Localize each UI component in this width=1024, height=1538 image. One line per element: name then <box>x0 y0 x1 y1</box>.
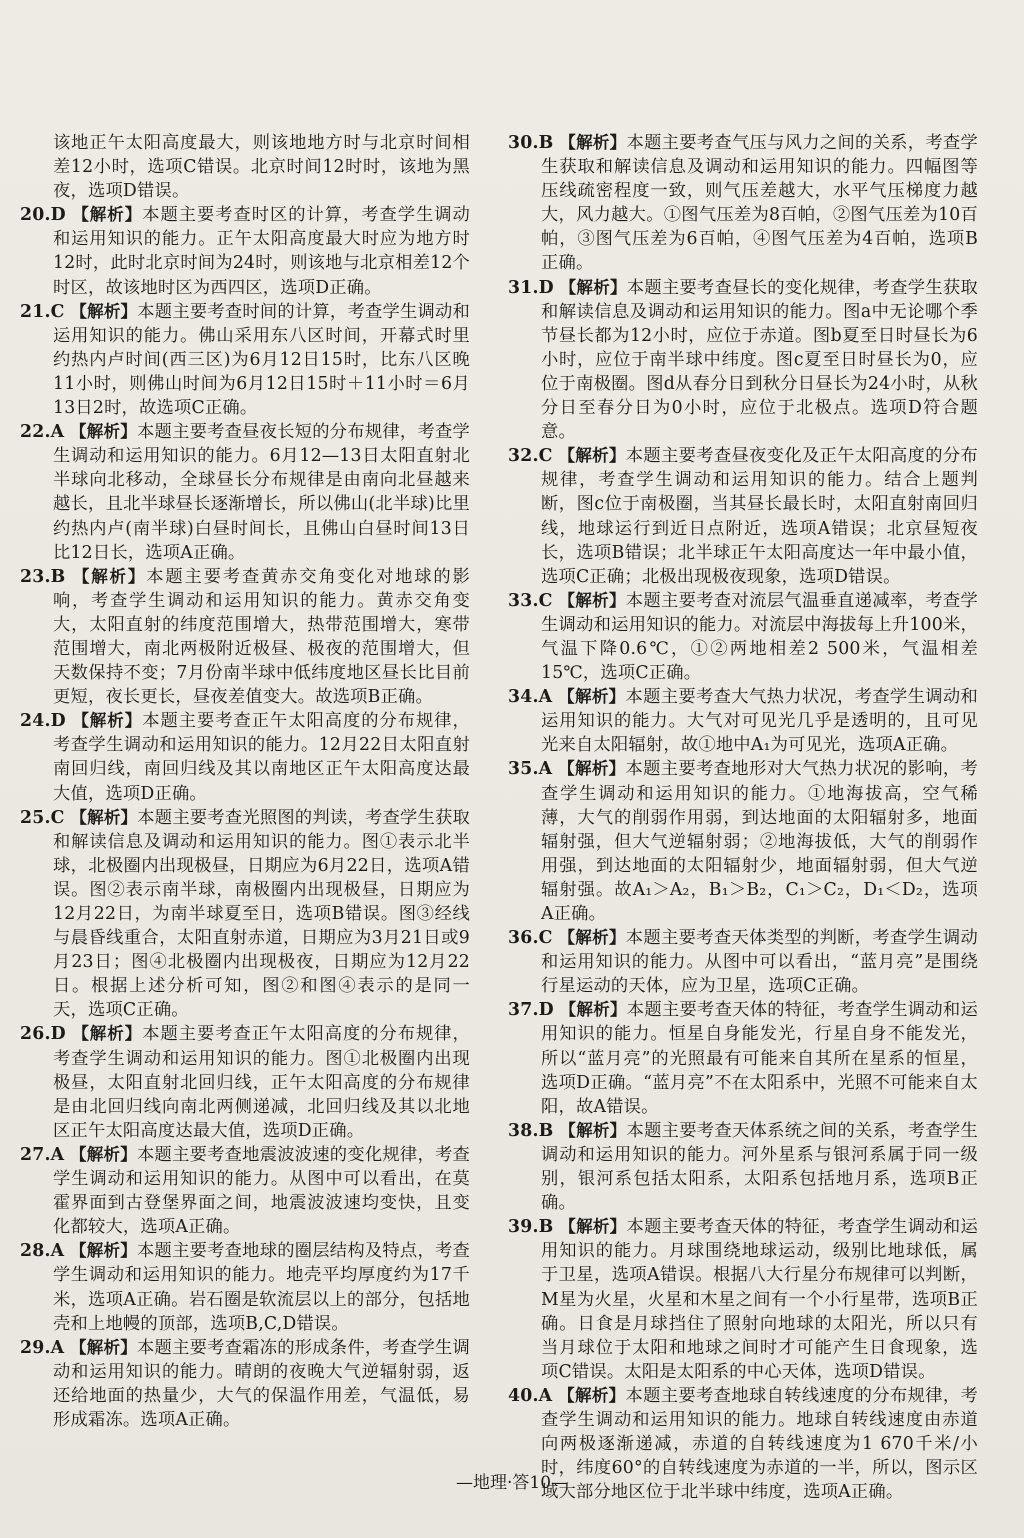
analysis-tag: 【解析】 <box>559 1217 627 1237</box>
analysis-tag: 【解析】 <box>70 1337 138 1357</box>
answer-text: 本题主要考查正午太阳高度的分布规律，考查学生调动和运用知识的能力。12月22日太阳直射南回归线，南回归线及其以南地区正午太阳高度达最大值，选项D正确。 <box>53 711 470 804</box>
answer-number: 20.D <box>20 205 66 226</box>
analysis-tag: 【解析】 <box>558 687 626 707</box>
answer-item <box>20 300 470 420</box>
answer-number: 21.C <box>20 301 65 322</box>
answer-text: 本题主要考查天体系统之间的关系，考查学生调动和运用知识的能力。河外星系与银河系属于同一级别，银河系包括太阳系，太阳系包括地月系，选项B正确。 <box>541 1120 978 1214</box>
analysis-tag: 【解析】 <box>72 566 147 586</box>
answer-item <box>20 131 470 203</box>
answer-text: 本题主要考查昼夜变化及正午太阳高度的分布规律，考查学生调动和运用知识的能力。结合上题判断，图c位于南极圈，当其昼长最长时，太阳直射南回归线，地球运行到近日点附近，选项A错误；北京昼短夜长，选项B错误；北半球正午太阳高度达一年中最小值，选项C正确；北极出现极夜现象，选项D错误。 <box>541 446 978 587</box>
answer-text: 本题主要考查地形对大气热力状况的影响，考查学生调动和运用知识的能力。①地海拔高，空气稀薄，大气的削弱作用弱，到达地面的太阳辐射多，地面辐射强，但大气逆辐射弱；②地海拔低，大气的削弱作用强，到达地面的太阳辐射少，地面辐射弱，但大气逆辐射强。故A₁＞A₂，B₁＞B₂，C₁＞C₂，D₁＜D₂，选项A正确。 <box>541 759 978 924</box>
right-column <box>508 131 978 1504</box>
left-column <box>20 131 470 1432</box>
answer-number: 24.D <box>20 711 66 732</box>
answer-number: 35.A <box>508 759 553 780</box>
answer-text: 本题主要考查光照图的判读，考查学生获取和解读信息及调动和运用知识的能力。图①表示北半球，北极圈内出现极昼，日期应为6月22日，选项A错误。图②表示南半球，南极圈内出现极昼，日期应为12月22日，为南半球夏至日，选项B错误。图③经线与晨昏线重合，太阳直射赤道，日期应为3月21日或9月23日；图④北极圈内出现极夜，日期应为12月22日。根据上述分析可知，图②和图④表示的是同一天，选项C正确。 <box>53 807 470 1021</box>
analysis-tag: 【解析】 <box>70 422 138 442</box>
answer-text: 本题主要考查地震波波速的变化规律，考查学生调动和运用知识的能力。从图中可以看出，在莫霍界面到古登堡界面之间，地震波波速均变快，且变化都较大，选项A正确。 <box>53 1144 470 1238</box>
answer-text: 本题主要考查昼长的变化规律，考查学生获取和解读信息及调动和运用知识的能力。图a中无论哪个季节昼长都为12小时，应位于赤道。图b夏至日时昼长为6小时，应位于南半球中纬度。图c夏至日时昼长为0，应位于南极圈。图d从春分日到秋分日昼长为24小时，从秋分日至春分日为0小时，应位于北极点。选项D符合题意。 <box>541 277 978 443</box>
answer-text: 本题主要考查对流层气温垂直递减率，考查学生调动和运用知识的能力。对流层中海拔每上升100米，气温下降0.6℃，①②两地相差2 500米，气温相差15℃，选项C正确。 <box>541 590 978 684</box>
analysis-tag: 【解析】 <box>558 590 626 610</box>
answer-number: 23.B <box>20 566 66 587</box>
answer-number: 37.D <box>508 1000 554 1021</box>
answer-text: 本题主要考查正午太阳高度的分布规律，考查学生调动和运用知识的能力。图①北极圈内出现极昼，太阳直射北回归线，正午太阳高度的分布规律是由北回归线向南北两侧递减，北回归线及其以北地区正午太阳高度达最大值，选项D正确。 <box>53 1024 470 1141</box>
answer-item <box>508 444 978 589</box>
analysis-tag: 【解析】 <box>558 1385 626 1405</box>
analysis-tag: 【解析】 <box>559 133 627 152</box>
answer-number: 39.B <box>508 1217 554 1238</box>
answer-number: 28.A <box>20 1241 65 1262</box>
answer-number: 29.A <box>20 1337 65 1358</box>
answer-item <box>508 998 978 1118</box>
answer-text: 本题主要考查昼夜长短的分布规律，考查学生调动和运用知识的能力。6月12—13日太阳直射北半球向北移动，全球昼长分布规律是由南向北昼越来越长，且北半球昼长逐渐增长，所以佛山(北半球)比里约热内卢(南半球)白昼时间长，且佛山白昼时间13日比12日长，选项A正确。 <box>53 422 470 563</box>
answer-text: 本题主要考查时区的计算，考查学生调动和运用知识的能力。正午太阳高度最大时应为地方时12时，此时北京时间为24时，则该地与北京相差12个时区，故该地时区为西四区，选项D正确。 <box>53 205 470 298</box>
answer-item <box>508 276 978 445</box>
answer-item <box>20 420 470 565</box>
answer-item <box>20 1143 470 1239</box>
analysis-tag: 【解析】 <box>72 711 143 731</box>
answer-item <box>508 685 978 757</box>
answer-number: 38.B <box>508 1120 554 1141</box>
answer-item <box>508 1119 978 1215</box>
answer-item <box>20 203 470 299</box>
answer-number: 34.A <box>508 687 553 708</box>
analysis-tag: 【解析】 <box>72 1024 143 1044</box>
answer-text: 本题主要考查天体类型的判断，考查学生调动和运用知识的能力。从图中可以看出，“蓝月亮”是围绕行星运动的天体，应为卫星，选项C正确。 <box>541 928 978 997</box>
answer-item <box>20 806 470 1023</box>
answer-number: 26.D <box>20 1024 66 1045</box>
answer-text: 本题主要考查天体的特征，考查学生调动和运用知识的能力。月球围绕地球运动，级别比地球低，属于卫星，选项A错误。根据八大行星分布规律可以判断，M星为火星，火星和木星之间有一个小行星带，选项B正确。日食是月球挡住了照射向地球的太阳光，所以只有当月球位于太阳和地球之间时才可能产生日食现象，选项C错误。太阳是太阳系的中心天体，选项D错误。 <box>541 1217 978 1382</box>
answer-number: 27.A <box>20 1144 65 1165</box>
analysis-tag: 【解析】 <box>70 301 138 321</box>
answer-item <box>20 1336 470 1432</box>
analysis-tag: 【解析】 <box>559 1120 627 1140</box>
analysis-tag: 【解析】 <box>70 807 138 827</box>
answer-number: 33.C <box>508 590 553 611</box>
answer-item <box>508 131 978 276</box>
answer-number: 25.C <box>20 807 65 828</box>
answer-item <box>20 565 470 710</box>
answer-item <box>508 1215 978 1384</box>
answer-text: 本题主要考查气压与风力之间的关系，考查学生获取和解读信息及调动和运用知识的能力。四幅图等压线疏密程度一致，则气压差越大，水平气压梯度力越大，风力越大。①图气压差为8百帕，②图气压差为10百帕，③图气压差为6百帕，④图气压差为4百帕，选项B正确。 <box>541 133 978 274</box>
answer-number: 36.C <box>508 928 553 949</box>
answer-number: 32.C <box>508 446 553 467</box>
answer-text: 本题主要考查黄赤交角变化对地球的影响，考查学生调动和运用知识的能力。黄赤交角变大，太阳直射的纬度范围增大，热带范围增大，寒带范围增大，南北两极附近极昼、极夜的范围增大，但天数保持不变；7月份南半球中低纬度地区昼长比目前更短，夜长更长，昼夜差值变大。故选项B正确。 <box>53 566 470 708</box>
analysis-tag: 【解析】 <box>558 759 626 779</box>
answer-item <box>20 709 470 805</box>
analysis-tag: 【解析】 <box>559 1000 627 1020</box>
answer-item <box>508 757 978 926</box>
answer-text: 本题主要考查天体的特征，考查学生调动和运用知识的能力。恒星自身能发光，行星自身不能发光，所以“蓝月亮”的光照最有可能来自其所在星系的恒星，选项D正确。“蓝月亮”不在太阳系中，光照不可能来自太阳，故A错误。 <box>541 1000 978 1117</box>
answer-item <box>20 1239 470 1335</box>
analysis-tag: 【解析】 <box>72 205 143 225</box>
answer-text: 该地正午太阳高度最大，则该地地方时与北京时间相差12小时，选项C错误。北京时间12时时，该地为黑夜，选项D错误。 <box>53 133 470 202</box>
answer-number: 40.A <box>508 1385 553 1406</box>
answer-text: 本题主要考查大气热力状况，考查学生调动和运用知识的能力。大气对可见光几乎是透明的，且可见光来自太阳辐射，故①地中A₁为可见光，选项A正确。 <box>541 687 978 756</box>
analysis-tag: 【解析】 <box>70 1241 138 1261</box>
analysis-tag: 【解析】 <box>559 277 627 297</box>
answer-item <box>508 589 978 685</box>
answer-text: 本题主要考查时间的计算，考查学生调动和运用知识的能力。佛山采用东八区时间，开幕式时里约热内卢时间(西三区)为6月12日15时，比东八区晚11小时，则佛山时间为6月12日15时＋11小时＝6月13日2时，故选项C正确。 <box>53 301 470 419</box>
analysis-tag: 【解析】 <box>558 928 626 948</box>
answer-number: 30.B <box>508 133 554 153</box>
analysis-tag: 【解析】 <box>558 446 626 466</box>
answer-text: 本题主要考查霜冻的形成条件，考查学生调动和运用知识的能力。晴朗的夜晚大气逆辐射弱，返还给地面的热量少，大气的保温作用差，气温低，易形成霜冻。选项A正确。 <box>53 1337 470 1430</box>
answer-number: 22.A <box>20 422 65 443</box>
answer-item <box>20 1022 470 1142</box>
analysis-tag: 【解析】 <box>70 1144 138 1164</box>
answer-text: 本题主要考查地球的圈层结构及特点，考查学生调动和运用知识的能力。地壳平均厚度约为17千米，选项A正确。岩石圈是软流层以上的部分，包括地壳和上地幔的顶部，选项B,C,D错误。 <box>53 1241 470 1334</box>
answer-text: 本题主要考查地球自转线速度的分布规律，考查学生调动和运用知识的能力。地球自转线速度由赤道向两极逐渐递减，赤道的自转线速度为1 670千米/小时，纬度60°的自转线速度为赤道的一半，所以，图示区域大部分地区位于北半球中纬度，选项A正确。 <box>541 1385 978 1503</box>
answer-item <box>508 926 978 998</box>
answer-number: 31.D <box>508 277 554 298</box>
page-footer: —地理·答10— <box>455 1473 569 1493</box>
